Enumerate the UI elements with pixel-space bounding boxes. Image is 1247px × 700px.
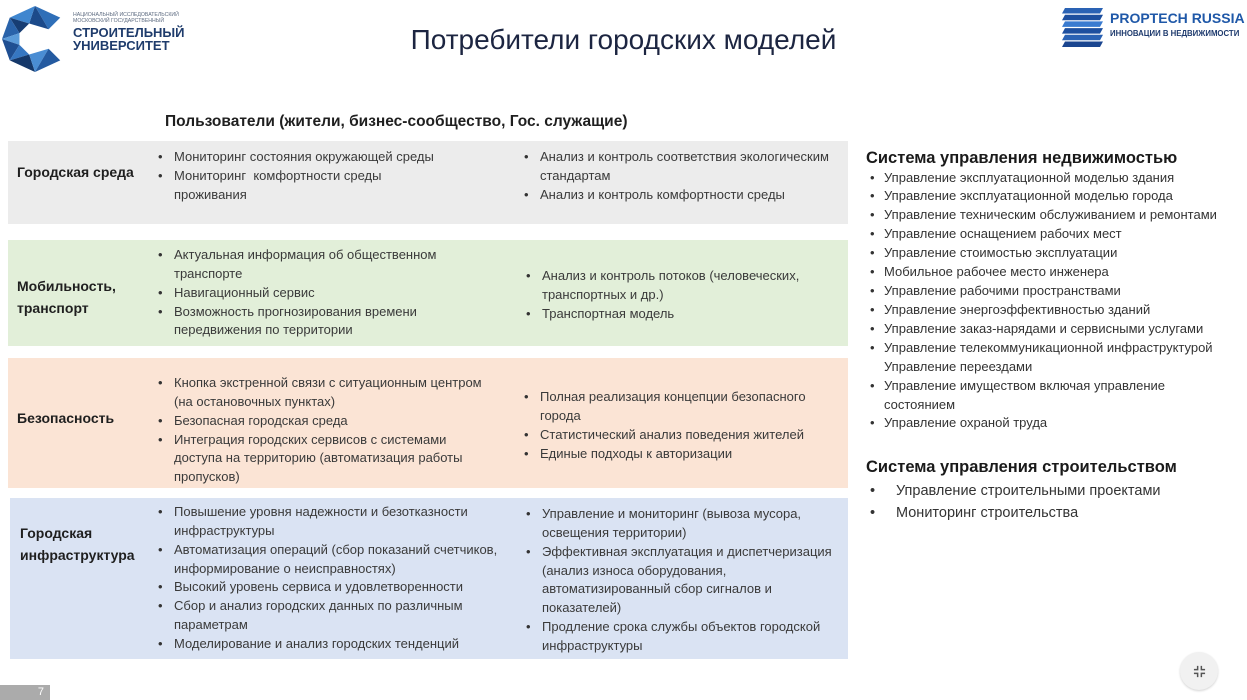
list-item: • Моделирование и анализ городских тенденций bbox=[158, 635, 497, 654]
real-estate-system-heading: Система управления недвижимостью bbox=[866, 149, 1178, 167]
list-item: • Мобильное рабочее место инженера bbox=[870, 263, 1217, 282]
list-item: • Повышение уровня надежности и безотказности инфраструктуры bbox=[158, 503, 497, 541]
list-item: • Кнопка экстренной связи с ситуационным центром (на остановочных пунктах) bbox=[158, 374, 482, 412]
list-item: • Управление стоимостью эксплуатации bbox=[870, 244, 1217, 263]
section-col-left-list bbox=[158, 246, 436, 340]
section-label: Городская инфраструктура bbox=[20, 525, 135, 563]
section-label: Безопасность bbox=[17, 410, 115, 426]
university-subtitle-line1: НАЦИОНАЛЬНЫЙ ИССЛЕДОВАТЕЛЬСКИЙ bbox=[73, 11, 179, 18]
list-item: • Интеграция городских сервисов с системами доступа на территорию (автоматизация работы пропусков) bbox=[158, 431, 482, 488]
section-urban-environment bbox=[8, 141, 848, 224]
partner-logo-icon bbox=[1062, 8, 1103, 47]
list-item: • Управление эксплуатационной моделью города bbox=[870, 187, 1217, 206]
list-item: • Транспортная модель bbox=[526, 305, 799, 324]
list-item: • Навигационный сервис bbox=[158, 284, 436, 303]
slide-title: Потребители городских моделей bbox=[410, 24, 837, 55]
list-item: • Анализ и контроль соответствия экологическим стандартам bbox=[524, 148, 829, 186]
list-item: • Управление заказ-нарядами и сервисными услугами bbox=[870, 320, 1217, 339]
section-col-right-list bbox=[524, 148, 829, 205]
list-item: • Управление и мониторинг (вывоза мусора, освещения территории) bbox=[526, 505, 832, 543]
university-subtitle-line2: МОСКОВСКИЙ ГОСУДАРСТВЕННЫЙ bbox=[73, 18, 165, 24]
list-item: • Полная реализация концепции безопасного города bbox=[524, 388, 806, 426]
section-urban-infrastructure bbox=[10, 498, 848, 659]
partner-logo-tagline: ИННОВАЦИИ В НЕДВИЖИМОСТИ bbox=[1110, 29, 1240, 38]
list-item: • Автоматизация операций (сбор показаний счетчиков, информирование о неисправностях) bbox=[158, 541, 497, 579]
users-heading: Пользователи (жители, бизнес-сообщество, Гос. служащие) bbox=[165, 113, 628, 130]
section-mobility-transport bbox=[8, 240, 848, 346]
list-item: • Мониторинг состояния окружающей среды bbox=[158, 148, 434, 167]
list-item: • Мониторинг комфортности среды проживания bbox=[158, 167, 434, 205]
list-item: • Управление оснащением рабочих мест bbox=[870, 225, 1217, 244]
list-item: • Управление техническим обслуживанием и ремонтами bbox=[870, 206, 1217, 225]
list-item: • Высокий уровень сервиса и удовлетворенности bbox=[158, 578, 497, 597]
construction-system-heading: Система управления строительством bbox=[866, 458, 1177, 476]
section-col-right-list bbox=[526, 267, 799, 324]
list-item: • Возможность прогнозирования времени передвижения по территории bbox=[158, 303, 436, 341]
list-item: • Мониторинг строительства bbox=[870, 502, 1161, 524]
section-label: Мобильность, транспорт bbox=[17, 278, 116, 316]
section-col-left-list bbox=[158, 374, 482, 487]
list-item: • Управление рабочими пространствами bbox=[870, 282, 1217, 301]
exit-fullscreen-button[interactable] bbox=[1180, 652, 1218, 690]
university-name-line2: УНИВЕРСИТЕТ bbox=[73, 37, 170, 53]
list-item: • Управление энергоэффективностью зданий bbox=[870, 301, 1217, 320]
partner-logo-name-part2: RUSSIA bbox=[1191, 10, 1245, 26]
real-estate-system-list bbox=[870, 169, 1217, 434]
list-item: • Статистический анализ поведения жителей bbox=[524, 426, 806, 445]
section-col-left-list bbox=[158, 503, 497, 654]
list-item: • Единые подходы к авторизации bbox=[524, 445, 806, 464]
list-item: • Анализ и контроль комфортности среды bbox=[524, 186, 829, 205]
section-col-left-list bbox=[158, 148, 434, 205]
list-item: • Управление телекоммуникационной инфраструктурой bbox=[870, 339, 1217, 358]
partner-logo-name bbox=[1110, 10, 1245, 26]
university-name-line1: СТРОИТЕЛЬНЫЙ bbox=[73, 24, 185, 40]
list-item: • Продление срока службы объектов городской инфраструктуры bbox=[526, 618, 832, 656]
section-safety bbox=[8, 358, 848, 488]
construction-system-list bbox=[870, 480, 1161, 524]
list-item: • Управление имуществом включая управление состоянием bbox=[870, 377, 1217, 415]
list-item: • Безопасная городская среда bbox=[158, 412, 482, 431]
list-item: • Сбор и анализ городских данных по различным параметрам bbox=[158, 597, 497, 635]
page-number: 7 bbox=[0, 685, 50, 700]
section-label: Городская среда bbox=[17, 164, 134, 180]
list-item: • Анализ и контроль потоков (человеческих, транспортных и др.) bbox=[526, 267, 799, 305]
list-item: • Актуальная информация об общественном транспорте bbox=[158, 246, 436, 284]
section-col-right-list bbox=[524, 388, 806, 463]
list-item: • Управление эксплуатационной моделью здания bbox=[870, 169, 1217, 188]
partner-logo-name-part1: PROPTECH bbox=[1110, 10, 1188, 26]
list-item: • Эффективная эксплуатация и диспетчеризация (анализ износа оборудования, автоматизированный сбор сигналов и показателей) bbox=[526, 543, 832, 618]
list-item: • Управление строительными проектами bbox=[870, 480, 1161, 502]
list-item: • Управление охраной труда bbox=[870, 414, 1217, 433]
section-col-right-list bbox=[526, 505, 832, 656]
list-item: Управление переездами bbox=[884, 358, 1033, 374]
exit-fullscreen-icon bbox=[1193, 665, 1206, 678]
